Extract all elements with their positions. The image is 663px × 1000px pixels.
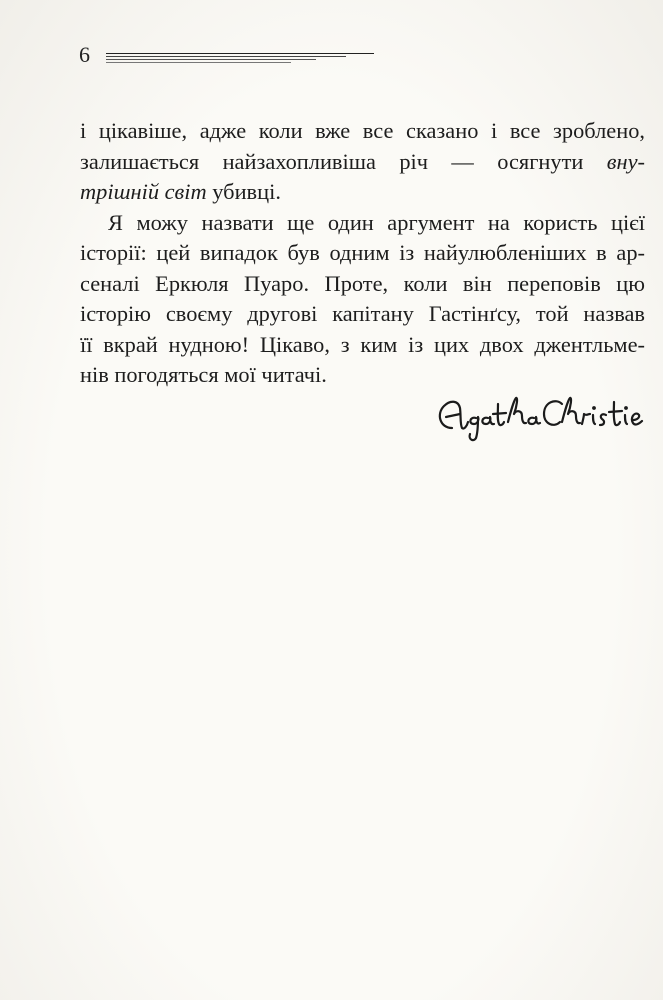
body-text	[80, 116, 645, 391]
page-number: 6	[79, 42, 90, 67]
text-line: нів погодяться мої читачі.	[80, 362, 327, 387]
text-line: історії: цей випадок був одним із найулюбленіших в ар-	[80, 240, 645, 265]
text-line: її вкрай нудною! Цікаво, з ким із цих двох джентльме-	[80, 331, 645, 357]
text-line: залишається найзахопливіша річ — осягнути вну-	[80, 148, 645, 174]
text-line: Я можу назвати ще один аргумент на користь цієї	[108, 209, 645, 235]
italic-text: вну-	[606, 148, 645, 174]
signature-image	[430, 384, 650, 444]
text-line: і цікавіше, адже коли вже все сказано і все зроблено,	[80, 118, 645, 143]
paragraph-1	[80, 116, 645, 208]
text-line: історію своєму другові капітану Гастінґсу, той назвав	[80, 301, 645, 326]
text-line: сеналі Еркюля Пуаро. Проте, коли він переповів цю	[80, 270, 645, 296]
text-line: трішній світ убивці.	[80, 179, 281, 204]
header-rule	[106, 53, 374, 65]
paragraph-2	[80, 208, 645, 391]
italic-text: трішній світ	[80, 179, 207, 204]
